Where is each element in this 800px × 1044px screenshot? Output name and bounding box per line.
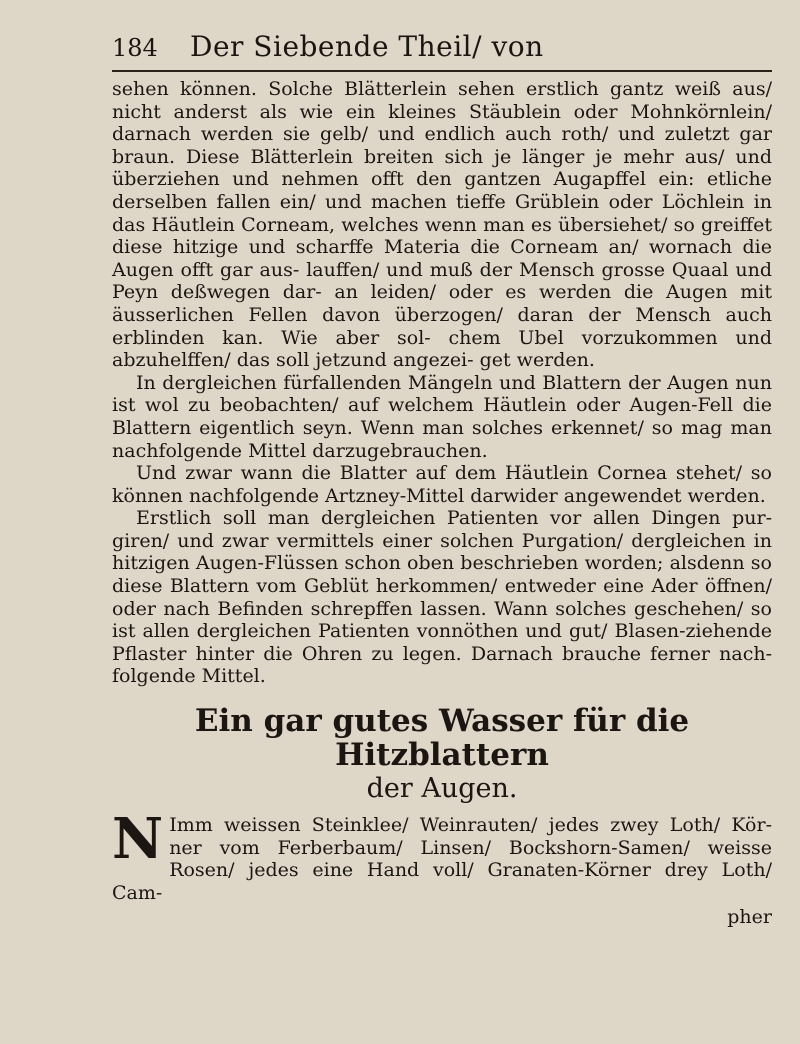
paragraph-1: sehen können. Solche Blätterlein sehen erstlich gantz weiß aus/ nicht anderst als wie ein kleines Stäublein oder Mohnkörnlein/ darnach werden sie gelb/ und endlich auch roth/ und zuletzt gar braun. Diese Blätterlein breiten sich je länger je mehr aus/ und überziehen und nehmen offt den gantzen Augapffel ein: etliche derselben fallen ein/ und machen tieffe Grüblein oder Löchlein in das Häutlein Corneam, welches wenn man es übersiehet/ so greiffet diese hitzige und scharffe Materia die Corneam an/ wornach die Augen offt gar aus- lauffen/ und muß der Mensch grosse Quaal und Peyn deßwegen dar- an leiden/ oder es werden die Augen mit äusserlichen Fellen davon überzogen/ daran der Mensch auch erblinden kan. Wie aber sol- chem Ubel vorzukommen und abzuhelffen/ das soll jetzund angezei- get werden. <box>112 78 772 372</box>
text-block <box>112 30 772 929</box>
paragraph-3: Und zwar wann die Blatter auf dem Häutlein Cornea stehet/ so können nachfolgende Artzney-Mittel darwider angewendet werden. <box>112 462 772 507</box>
catchword: pher <box>727 906 772 929</box>
recipe-paragraph <box>112 806 772 904</box>
recipe-text: Imm weissen Steinklee/ Weinrauten/ jedes zwey Loth/ Kör- ner vom Ferberbaum/ Linsen/ Bockshorn-Samen/ weisse Rosen/ jedes eine Hand voll/ Granaten-Körner drey Loth/ Cam- <box>112 814 772 904</box>
body-text <box>112 78 772 929</box>
section-subheading: der Augen. <box>366 773 518 805</box>
drop-cap: N <box>112 806 164 873</box>
paragraph-2: In dergleichen fürfallenden Mängeln und Blattern der Augen nun ist wol zu beobachten/ auf welchem Häutlein oder Augen-Fell die Blattern eigentlich seyn. Wenn man solches erkennet/ so mag man nachfolgende Mittel darzugebrauchen. <box>112 371 772 462</box>
section-heading: Ein gar gutes Wasser für die Hitzblattern <box>194 703 690 774</box>
page-header <box>112 30 772 72</box>
paragraph-4: Erstlich soll man dergleichen Patienten vor allen Dingen pur- giren/ und zwar vermittels einer solchen Purgation/ dergleichen in hitzigen Augen-Flüssen schon oben beschrieben worden; alsdenn so diese Blattern vom Geblüt herkommen/ entweder eine Ader öffnen/ oder nach Befinden schrepffen lassen. Wann solches geschehen/ so ist allen dergleichen Patienten vonnöthen und gut/ Blasen-ziehende Pflaster hinter die Ohren zu legen. Darnach brauche ferner nach- folgende Mittel. <box>112 507 772 688</box>
running-head: Der Siebende Theil/ von <box>190 30 544 63</box>
page-number: 184 <box>112 34 158 62</box>
